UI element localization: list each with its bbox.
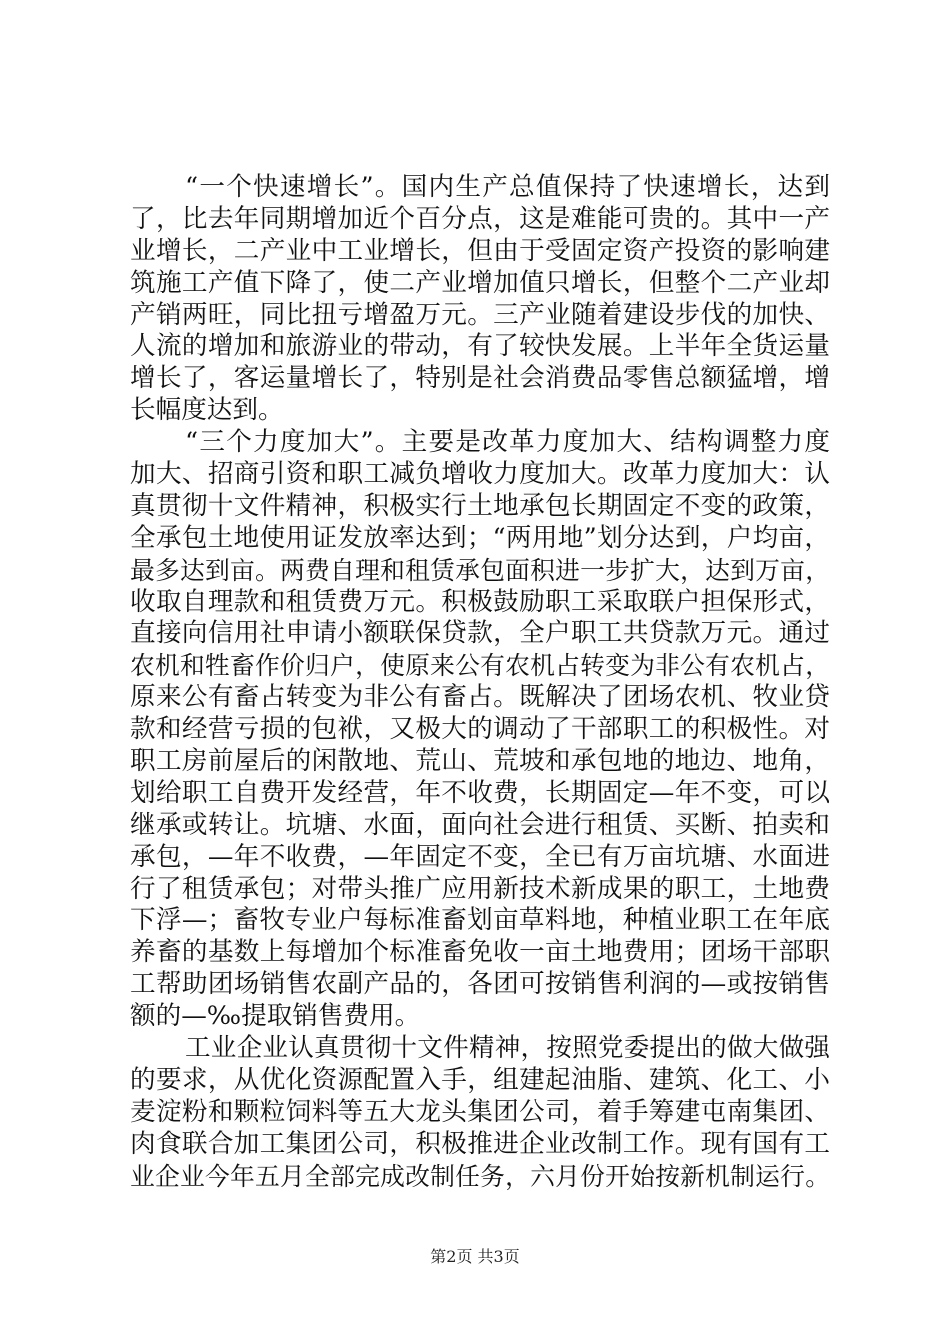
text-line: 了，比去年同期增加近个百分点，这是难能可贵的。其中一产: [130, 203, 830, 234]
text-line: 原来公有畜占转变为非公有畜占。既解决了团场农机、牧业贷: [130, 682, 830, 713]
text-line: 农机和牲畜作价归户，使原来公有农机占转变为非公有农机占，: [130, 651, 830, 681]
text-line: 的要求，从优化资源配置入手，组建起油脂、建筑、化工、小: [130, 1064, 830, 1095]
page-footer: 第2页 共3页: [430, 1247, 520, 1266]
text-line: 养畜的基数上每增加个标准畜免收一亩土地费用；团场干部职: [130, 937, 830, 968]
text-line: 下浮—；畜牧专业户每标准畜划亩草料地，种植业职工在年底: [130, 905, 830, 936]
text-line: 工业企业认真贯彻十文件精神，按照党委提出的做大做强: [185, 1033, 830, 1064]
document-body: [130, 172, 830, 1193]
text-line: 长幅度达到。: [130, 395, 284, 426]
text-line: 加大、招商引资和职工减负增收力度加大。改革力度加大：认: [130, 459, 830, 490]
text-line: 全承包土地使用证发放率达到；“两用地”划分达到，户均亩，: [130, 522, 830, 553]
text-line: 最多达到亩。两费自理和租赁承包面积进一步扩大，达到万亩，: [130, 555, 830, 585]
text-line: 职工房前屋后的闲散地、荒山、荒坡和承包地的地边、地角，: [130, 746, 830, 777]
text-line: 肉食联合加工集团公司，积极推进企业改制工作。现有国有工: [130, 1128, 830, 1159]
text-line: 继承或转让。坑塘、水面，面向社会进行租赁、买断、拍卖和: [130, 809, 830, 840]
text-line: 收取自理款和租赁费万元。积极鼓励职工采取联户担保形式，: [130, 586, 830, 617]
text-line: 业增长，二产业中工业增长，但由于受固定资产投资的影响建: [130, 235, 830, 266]
text-line: 款和经营亏损的包袱，又极大的调动了干部职工的积极性。对: [130, 714, 830, 745]
text-line: 筑施工产值下降了，使二产业增加值只增长，但整个二产业却: [130, 267, 830, 298]
text-line: “三个力度加大”。主要是改革力度加大、结构调整力度: [185, 427, 830, 458]
text-line: 人流的增加和旅游业的带动，有了较快发展。上半年全货运量: [130, 331, 830, 362]
text-line: 额的—‰提取销售费用。: [130, 1001, 421, 1032]
text-line: “一个快速增长”。国内生产总值保持了快速增长，达到: [185, 172, 830, 202]
text-line: 增长了，客运量增长了，特别是社会消费品零售总额猛增，增: [130, 363, 830, 394]
text-line: 划给职工自费开发经营，年不收费，长期固定—年不变，可以: [130, 777, 830, 808]
text-line: 承包，—年不收费，—年固定不变，全已有万亩坑塘、水面进: [130, 841, 830, 872]
text-line: 行了租赁承包；对带头推广应用新技术新成果的职工，土地费: [130, 873, 830, 904]
text-line: 工帮助团场销售农副产品的，各团可按销售利润的—或按销售: [130, 969, 830, 1000]
text-line: 业企业今年五月全部完成改制任务，六月份开始按新机制运行。: [130, 1161, 830, 1191]
text-line: 直接向信用社申请小额联保贷款，全户职工共贷款万元。通过: [130, 618, 830, 649]
text-line: 麦淀粉和颗粒饲料等五大龙头集团公司，着手筹建屯南集团、: [130, 1096, 830, 1127]
text-line: 真贯彻十文件精神，积极实行土地承包长期固定不变的政策，: [130, 490, 830, 521]
text-line: 产销两旺，同比扭亏增盈万元。三产业随着建设步伐的加快、: [130, 299, 830, 330]
